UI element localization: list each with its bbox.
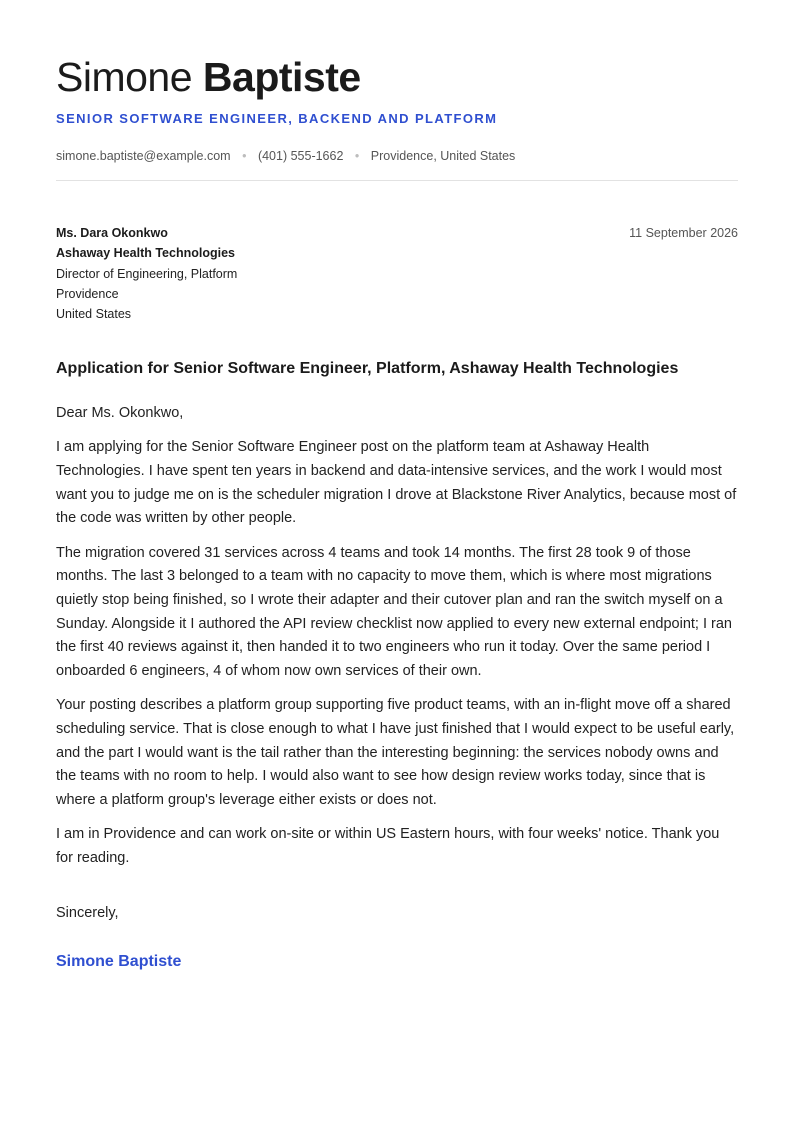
location: Providence, United States <box>370 149 516 163</box>
header-divider <box>56 180 738 181</box>
recipient-role: Director of Engineering, Platform <box>56 266 238 281</box>
contact-line <box>56 148 738 164</box>
signature: Simone Baptiste <box>56 952 182 970</box>
recipient-name: Ms. Dara Okonkwo <box>56 226 168 240</box>
salutation: Dear Ms. Okonkwo, <box>56 405 184 422</box>
closing: Sincerely, <box>56 904 119 921</box>
recipient-city: Providence <box>56 286 119 301</box>
letter-date: 11 September 2026 <box>629 226 738 240</box>
separator-dot: • <box>242 149 247 163</box>
recipient-country: United States <box>56 307 132 322</box>
body-paragraph-2: The migration covered 31 services across 4 teams and took 14 months. The first 28 took 9 of those months. The last 3 belonged to a team with no capacity to move them, which is where most migrations quietly stop being finished, so I wrote their adapter and their cutover plan and ran the switch myself on a Sunday. Alongside it I authored the API review checklist now applied to every new external endpoint; I ran the first 40 reviews against it, then handed it to two engineers who run it today. Over the same period I onboarded 6 engineers, 4 of whom now own services of their own. <box>56 544 732 679</box>
cover-letter-page <box>56 52 738 973</box>
recipient-block <box>56 223 738 324</box>
body-paragraph-1: I am applying for the Senior Software Engineer post on the platform team at Ashaway Health Technologies. I have spent ten years in backend and data-intensive services, and the work I would most want you to judge me on is the scheduler migration I drove at Blackstone River Analytics, because most of the code was written by other people. <box>56 439 737 527</box>
job-title: SENIOR SOFTWARE ENGINEER, BACKEND AND PLATFORM <box>56 111 498 126</box>
applicant-last-name: Baptiste <box>202 54 361 100</box>
letter-subject: Application for Senior Software Engineer, Platform, Ashaway Health Technologies <box>56 360 679 378</box>
phone-number: (401) 555-1662 <box>257 149 344 163</box>
body-paragraph-4: I am in Providence and can work on-site or within US Eastern hours, with four weeks' notice. Thank you for reading. <box>56 826 720 866</box>
email-link[interactable]: simone.baptiste@example.com <box>56 149 231 163</box>
applicant-name <box>56 52 738 102</box>
recipient-company: Ashaway Health Technologies <box>56 246 235 261</box>
applicant-first-name: Simone <box>56 54 193 100</box>
body-paragraph-3: Your posting describes a platform group supporting five product teams, with an in-flight move off a shared scheduling service. That is close enough to what I have just finished that I would expect to be useful early, and the part I would want is the tail rather than the interesting beginning: the services nobody owns and the teams with no room to help. I would also want to see how design review works today, since that is where a platform group's leverage either exists or does not. <box>56 697 735 808</box>
separator-dot: • <box>354 149 360 163</box>
